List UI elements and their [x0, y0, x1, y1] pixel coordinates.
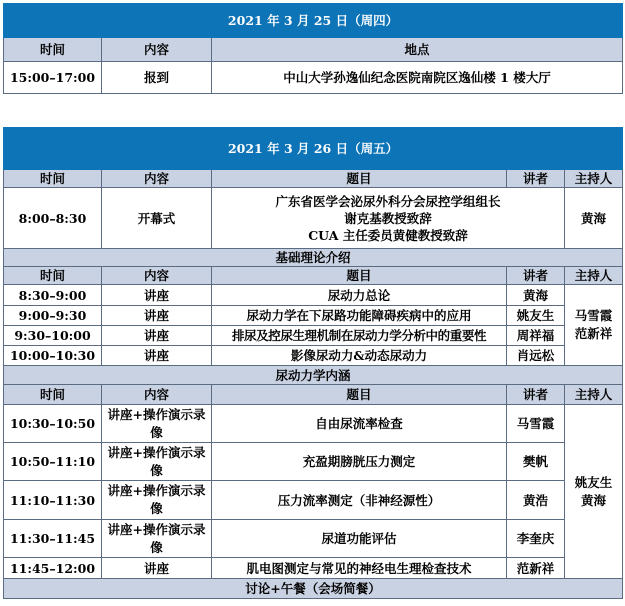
- opening-line: 谢克基教授致辞: [344, 210, 432, 226]
- day1-title: 2021 年 3 月 25 日（周四）: [4, 4, 623, 38]
- day1-place: 中山大学孙逸仙纪念医院南院区逸仙楼 1 楼大厅: [212, 62, 623, 94]
- section2-hosts: [565, 405, 623, 579]
- header-host: 主持人: [565, 170, 623, 188]
- header-topic: 题目: [212, 385, 507, 405]
- row-topic: 尿动力学在下尿路功能障碍疾病中的应用: [212, 306, 507, 326]
- day1-content: 报到: [102, 62, 212, 94]
- header-speaker: 讲者: [507, 385, 565, 405]
- table-row: [4, 326, 623, 346]
- table-row: [4, 285, 623, 306]
- row-time: 8:30–9:00: [4, 285, 102, 306]
- row-content: 讲座+操作演示录像: [102, 405, 212, 443]
- header-content: 内容: [102, 385, 212, 405]
- header-content: 内容: [102, 170, 212, 188]
- opening-topic: [212, 188, 565, 249]
- row-topic: 排尿及控尿生理机制在尿动力学分析中的重要性: [212, 326, 507, 346]
- opening-content: 开幕式: [102, 188, 212, 249]
- header-topic: 题目: [212, 267, 507, 285]
- table-row: [4, 558, 623, 579]
- header-place: 地点: [212, 38, 623, 62]
- row-time: 9:30–10:00: [4, 326, 102, 346]
- row-topic: 肌电图测定与常见的神经电生理检查技术: [212, 558, 507, 579]
- row-time: 10:00–10:30: [4, 346, 102, 366]
- header-content: 内容: [102, 38, 212, 62]
- row-content: 讲座: [102, 346, 212, 366]
- header-content: 内容: [102, 267, 212, 285]
- day2-title: 2021 年 3 月 26 日（周五）: [4, 128, 623, 170]
- opening-line: CUA 主任委员黄健教授致辞: [308, 227, 468, 243]
- row-speaker: 姚友生: [507, 306, 565, 326]
- schedule-table-day2: [3, 127, 623, 599]
- row-speaker: 周祥福: [507, 326, 565, 346]
- row-topic: 尿动力总论: [212, 285, 507, 306]
- row-speaker: 樊帆: [507, 443, 565, 481]
- row-time: 11:10–11:30: [4, 481, 102, 520]
- row-content: 讲座+操作演示录像: [102, 443, 212, 481]
- section1-hosts: [565, 285, 623, 366]
- row-content: 讲座+操作演示录像: [102, 481, 212, 520]
- lunch-footer: 讨论+午餐（会场简餐）: [4, 579, 623, 599]
- row-time: 9:00–9:30: [4, 306, 102, 326]
- host-name: 黄海: [581, 492, 607, 508]
- header-time: 时间: [4, 385, 102, 405]
- opening-line: 广东省医学会泌尿外科分会尿控学组组长: [275, 193, 501, 209]
- row-topic: 尿道功能评估: [212, 520, 507, 558]
- header-speaker: 讲者: [507, 267, 565, 285]
- row-time: 10:30–10:50: [4, 405, 102, 443]
- host-name: 姚友生: [574, 474, 613, 490]
- opening-host: 黄海: [565, 188, 623, 249]
- section-title-urodynamics: 尿动力学内涵: [4, 366, 623, 385]
- row-time: 11:30–11:45: [4, 520, 102, 558]
- row-speaker: 肖远松: [507, 346, 565, 366]
- row-content: 讲座: [102, 326, 212, 346]
- host-name: 范新祥: [574, 326, 613, 341]
- row-content: 讲座: [102, 285, 212, 306]
- row-content: 讲座: [102, 306, 212, 326]
- header-topic: 题目: [212, 170, 507, 188]
- row-time: 10:50–11:10: [4, 443, 102, 481]
- row-content: 讲座: [102, 558, 212, 579]
- row-speaker: 黄海: [507, 285, 565, 306]
- schedule-table-day1: [3, 3, 623, 94]
- header-speaker: 讲者: [507, 170, 565, 188]
- header-time: 时间: [4, 170, 102, 188]
- table-row: [4, 405, 623, 443]
- row-speaker: 马雪霞: [507, 405, 565, 443]
- row-speaker: 黄浩: [507, 481, 565, 520]
- opening-time: 8:00–8:30: [4, 188, 102, 249]
- row-topic: 压力流率测定（非神经源性）: [212, 481, 507, 520]
- header-time: 时间: [4, 38, 102, 62]
- row-topic: 影像尿动力&动态尿动力: [212, 346, 507, 366]
- row-content: 讲座+操作演示录像: [102, 520, 212, 558]
- row-speaker: 范新祥: [507, 558, 565, 579]
- table-row: [4, 520, 623, 558]
- table-row: [4, 306, 623, 326]
- header-time: 时间: [4, 267, 102, 285]
- header-host: 主持人: [565, 267, 623, 285]
- table-row: [4, 346, 623, 366]
- table-row: [4, 443, 623, 481]
- table-row: [4, 481, 623, 520]
- day1-time: 15:00–17:00: [4, 62, 102, 94]
- header-host: 主持人: [565, 385, 623, 405]
- row-topic: 自由尿流率检查: [212, 405, 507, 443]
- row-topic: 充盈期膀胱压力测定: [212, 443, 507, 481]
- section-title-basic-theory: 基础理论介绍: [4, 249, 623, 267]
- host-name: 马雪霞: [574, 308, 613, 323]
- row-speaker: 李奎庆: [507, 520, 565, 558]
- row-time: 11:45–12:00: [4, 558, 102, 579]
